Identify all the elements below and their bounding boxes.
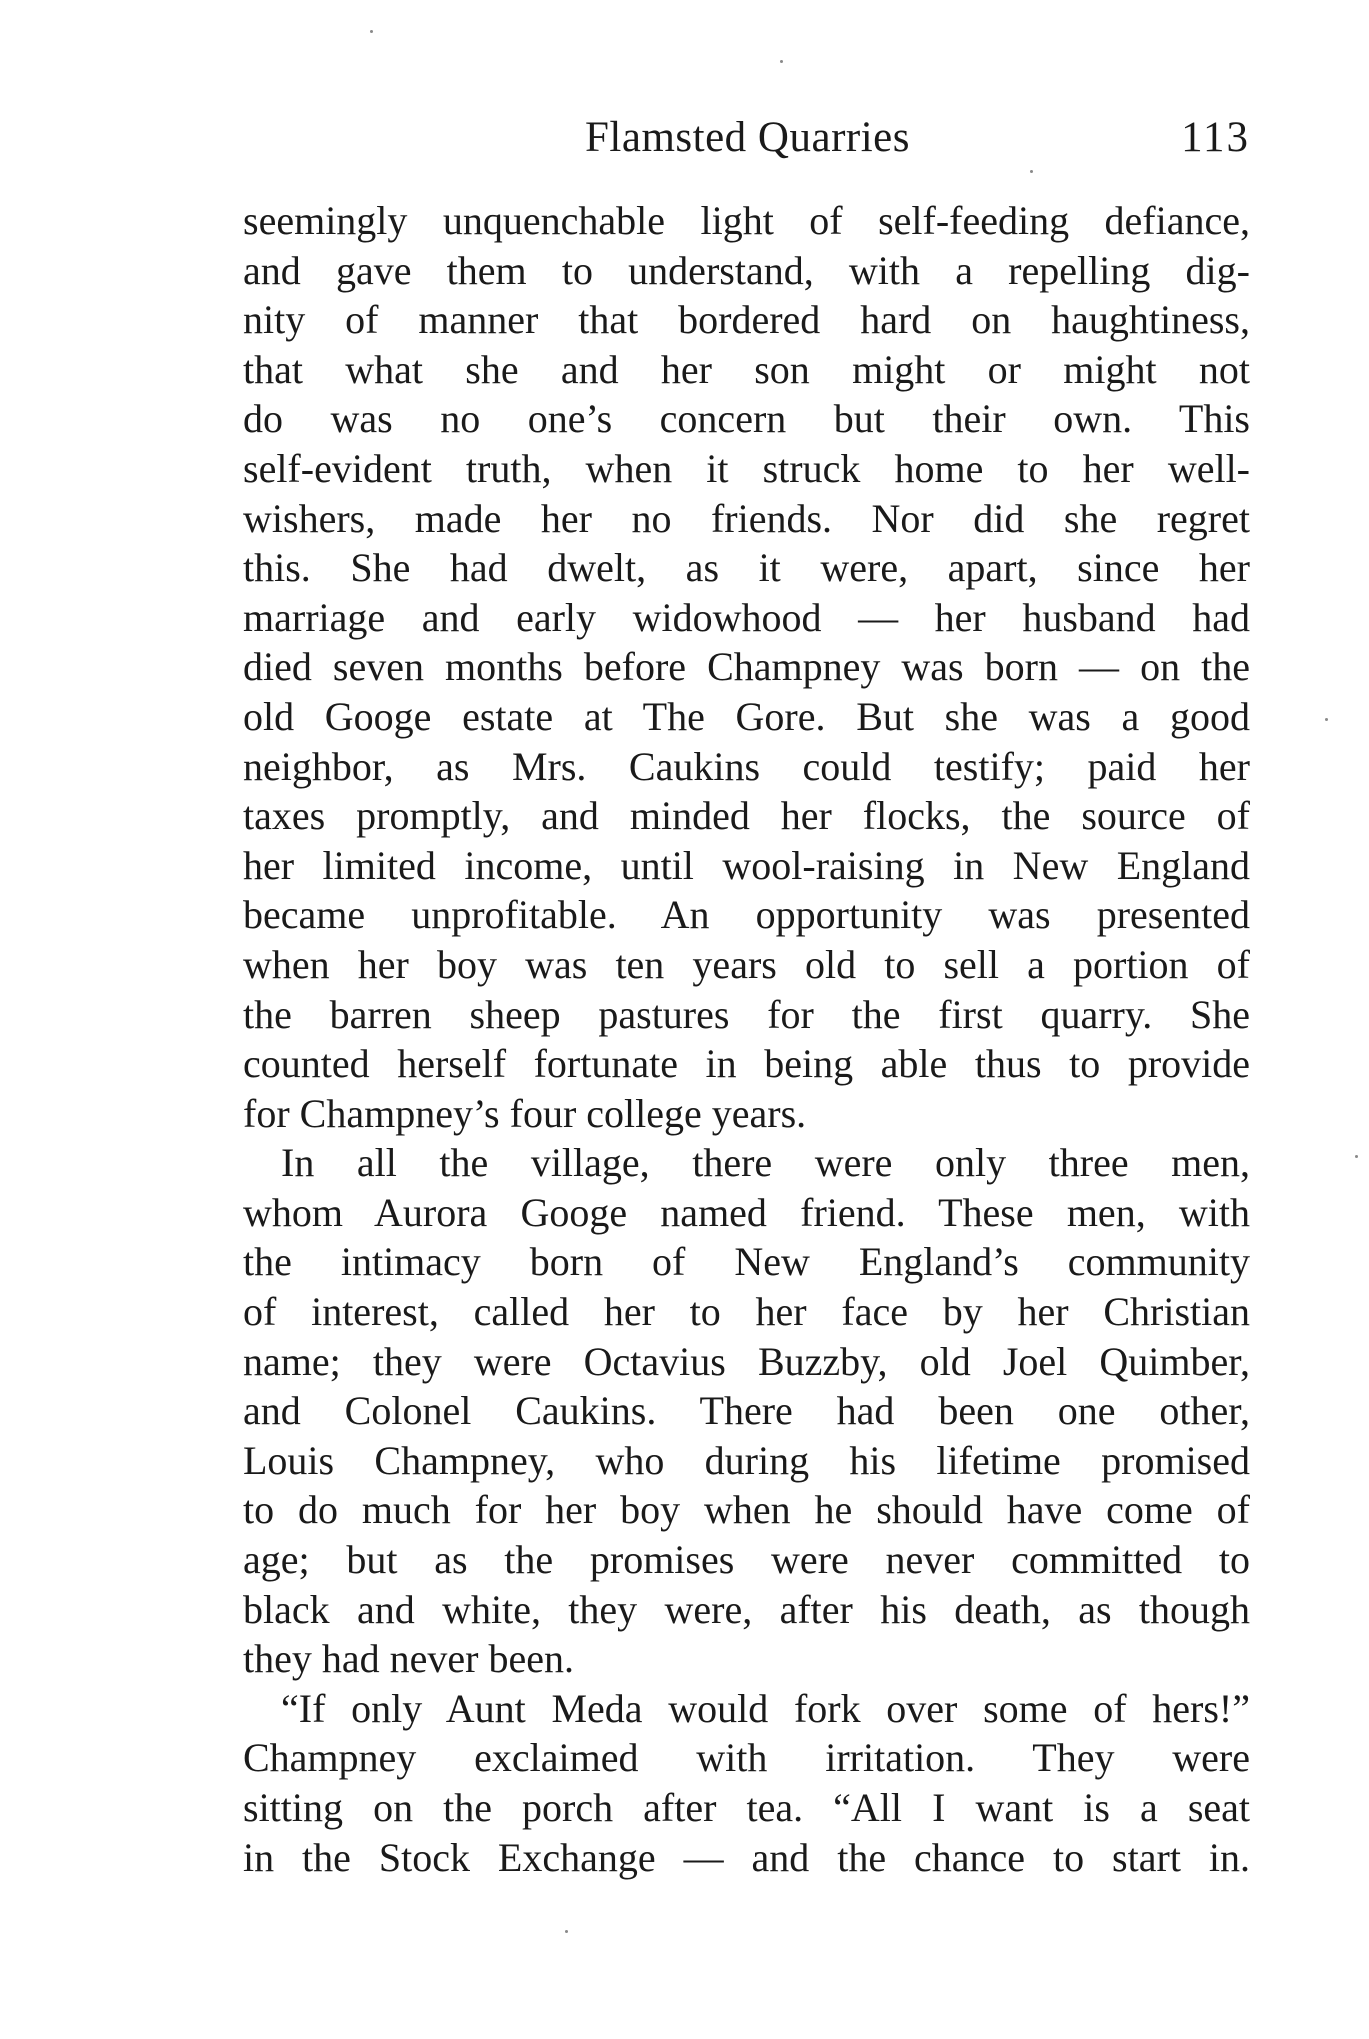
text-line: black and white, they were, after his death, as though: [243, 1586, 1250, 1632]
text-line: that what she and her son might or might not: [243, 346, 1250, 392]
text-line: her limited income, until wool-raising in New England: [243, 842, 1250, 888]
paper-speck: [1355, 1155, 1358, 1158]
paper-speck: [1030, 170, 1033, 173]
text-line: of interest, called her to her face by her Christian: [243, 1289, 1250, 1335]
text-line: name; they were Octavius Buzzby, old Joel Quimber,: [243, 1338, 1250, 1384]
paper-speck: [780, 60, 783, 63]
paragraph-start-line: In all the village, there were only three men,: [281, 1140, 1250, 1186]
running-title: Flamsted Quarries: [585, 114, 910, 161]
text-line: Louis Champney, who during his lifetime promised: [243, 1437, 1250, 1483]
text-line: the intimacy born of New England’s community: [243, 1239, 1250, 1285]
text-line: and Colonel Caukins. There had been one other,: [243, 1388, 1250, 1434]
text-line: marriage and early widowhood — her husband had: [243, 594, 1250, 640]
paper-speck: [565, 1930, 568, 1933]
text-line: in the Stock Exchange — and the chance to start in.: [243, 1834, 1250, 1880]
text-line: old Googe estate at The Gore. But she was a good: [243, 693, 1250, 739]
text-line: this. She had dwelt, as it were, apart, since her: [243, 545, 1250, 591]
text-line: counted herself fortunate in being able thus to provide: [243, 1041, 1250, 1087]
text-line: they had never been.: [243, 1636, 574, 1682]
text-line: to do much for her boy when he should have come of: [243, 1487, 1250, 1533]
text-line: self-evident truth, when it struck home to her well-: [243, 445, 1250, 491]
text-line: nity of manner that bordered hard on haughtiness,: [243, 297, 1250, 343]
text-line: became unprofitable. An opportunity was presented: [243, 892, 1250, 938]
text-line: died seven months before Champney was born — on the: [243, 644, 1250, 690]
text-line: when her boy was ten years old to sell a portion of: [243, 941, 1250, 987]
paragraph-start-line: “If only Aunt Meda would fork over some of hers!”: [281, 1685, 1250, 1731]
text-line: taxes promptly, and minded her flocks, the source of: [243, 793, 1250, 839]
paper-speck: [370, 30, 373, 33]
page-number: 113: [1181, 114, 1250, 161]
text-line: Champney exclaimed with irritation. They were: [243, 1735, 1250, 1781]
text-line: do was no one’s concern but their own. This: [243, 396, 1250, 442]
text-line: for Champney’s four college years.: [243, 1090, 807, 1136]
running-head: [245, 108, 1250, 168]
text-line: the barren sheep pastures for the first quarry. She: [243, 991, 1250, 1037]
text-line: neighbor, as Mrs. Caukins could testify; paid her: [243, 743, 1250, 789]
text-line: and gave them to understand, with a repelling dig-: [243, 247, 1250, 293]
text-line: seemingly unquenchable light of self-feeding defiance,: [243, 198, 1250, 243]
body-text: [243, 196, 1250, 1882]
text-line: age; but as the promises were never committed to: [243, 1537, 1250, 1583]
text-line: wishers, made her no friends. Nor did she regret: [243, 495, 1250, 541]
text-line: whom Aurora Googe named friend. These men, with: [243, 1189, 1250, 1235]
text-line: sitting on the porch after tea. “All I want is a seat: [243, 1785, 1250, 1830]
paper-speck: [1325, 718, 1328, 721]
